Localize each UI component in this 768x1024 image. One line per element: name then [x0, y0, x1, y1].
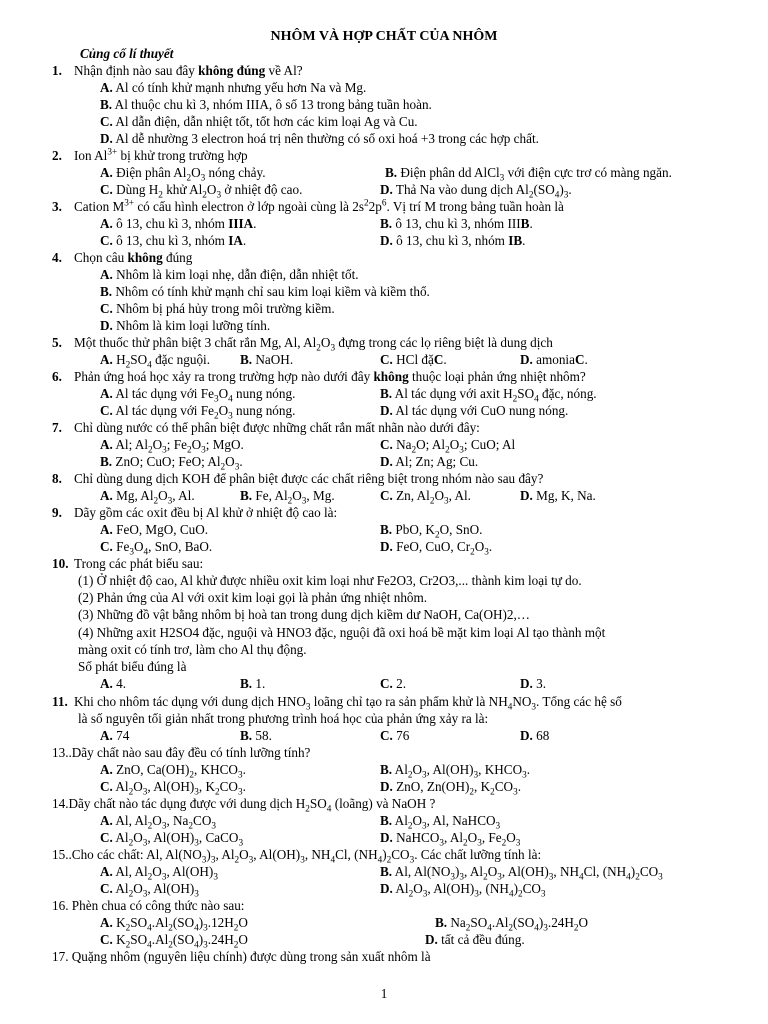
- q1-option-a: A. Al có tính khử mạnh nhưng yếu hơn Na và Mg.: [100, 80, 367, 95]
- question-14: 14.Dãy chất nào tác dụng được với dung dịch $H_2SO_4$ (loãng) và NaOH ?: [52, 796, 436, 814]
- q9-option-d: D. FeO, CuO, $Cr_2O_3$.: [380, 539, 493, 557]
- q13-option-d: D. ZnO, $Zn(OH)_2$, $K_2CO_3$.: [380, 779, 521, 797]
- question-17: 17. Quặng nhôm (nguyên liệu chính) được dùng trong sản xuất nhôm là: [52, 949, 431, 964]
- q4-option-a: A. Nhôm là kim loại nhẹ, dẫn điện, dẫn nhiệt tốt.: [100, 267, 359, 282]
- q9-option-b: B. PbO, $K_2O$, SnO.: [380, 522, 483, 540]
- q8-option-c: C. Zn, $Al_2O_3$, Al.: [380, 488, 471, 506]
- q4-option-d: D. Nhôm là kim loại lưỡng tính.: [100, 318, 271, 333]
- section-subtitle: Củng cố lí thuyết: [80, 46, 174, 61]
- q5-option-a: A. $H_2SO_4$ đặc nguội.: [100, 352, 210, 370]
- question-13: 13..Dãy chất nào sau đây đều có tính lưỡng tính?: [52, 745, 311, 760]
- q13-option-b: B. $Al_2O_3$, $Al(OH)_3$, $KHCO_3$.: [380, 762, 531, 780]
- q2-option-b: B. Điện phân dd AlCl$_3$ với điện cực trơ có màng ngăn.: [385, 165, 672, 183]
- q2-option-d: D. Thả Na vào dung dịch $Al_2(SO_4)_3$.: [380, 182, 572, 200]
- question-16: 16. Phèn chua có công thức nào sau:: [52, 898, 245, 913]
- q1-option-b: B. Al thuộc chu kì 3, nhóm IIIA, ô số 13 trong bảng tuần hoàn.: [100, 97, 432, 112]
- q1-option-c: C. Al dẫn điện, dẫn nhiệt tốt, tốt hơn các kim loại Ag và Cu.: [100, 114, 418, 129]
- q10-statement-3: (3) Những đồ vật bằng nhôm bị hoà tan trong dung dịch kiềm dư NaOH, Ca(OH)2,…: [78, 607, 530, 622]
- question-7: 7. Chỉ dùng nước có thể phân biệt được những chất rắn mất nhãn nào dưới đây:: [52, 420, 480, 435]
- q16-option-b: B. $Na_2SO_4.Al_2(SO_4)_3.24H_2O$: [435, 915, 589, 933]
- question-3: 3. Cation $M^{3+}$ có cấu hình electron ở lớp ngoài cùng là $2s^22p^6$. Vị trí M trong bảng tuần hoàn là: [52, 197, 564, 214]
- q16-option-c: C. $K_2SO_4.Al_2(SO_4)_3.24H_2O$: [100, 932, 248, 950]
- q9-option-a: A. FeO, MgO, CuO.: [100, 522, 209, 537]
- q8-option-a: A. Mg, $Al_2O_3$, Al.: [100, 488, 195, 506]
- q10-statement-4: (4) Những axit H2SO4 đặc, nguội và HNO3 đặc, nguội đã oxi hoá bề mặt kim loại Al tạo thành một: [78, 625, 606, 640]
- q11-option-b: B. 58.: [240, 728, 272, 743]
- q10-option-b: B. 1.: [240, 676, 266, 691]
- q14-option-c: C. $Al_2O_3$, $Al(OH)_3$, CaCO$_3$: [100, 830, 244, 848]
- q4-option-b: B. Nhôm có tính khử mạnh chỉ sau kim loại kiềm và kiềm thổ.: [100, 284, 430, 299]
- q15-option-c: C. $Al_2O_3$, $Al(OH)_3$: [100, 881, 199, 899]
- q15-option-b: B. Al, $Al(NO_3)_3$, $Al_2O_3$, $Al(OH)_3$, $NH_4Cl$, $(NH_4)_2CO_3$: [380, 864, 663, 882]
- question-15: 15..Cho các chất: Al, $Al(NO_3)_3$, $Al_2O_3$, $Al(OH)_3$, $NH_4Cl$, $(NH_4)_2CO_3$. Các chất lưỡng tính là:: [52, 847, 542, 865]
- q2-option-c: C. Dùng $H_2$ khử $Al_2O_3$ ở nhiệt độ cao.: [100, 182, 303, 200]
- question-5: 5. Một thuốc thử phân biệt 3 chất rắn Mg, Al, $Al_2O_3$ đựng trong các lọ riêng biệt là dung dịch: [52, 335, 553, 353]
- q4-option-c: C. Nhôm bị phá hủy trong môi trường kiềm.: [100, 301, 335, 316]
- q6-option-d: D. Al tác dụng với CuO nung nóng.: [380, 403, 569, 418]
- q11-option-c: C. 76: [380, 728, 410, 743]
- question-6: 6. Phản ứng hoá học xảy ra trong trường hợp nào dưới đây không thuộc loại phản ứng nhiệt nhôm?: [52, 369, 586, 384]
- q10-statement-4-cont: màng oxit có tính trơ, làm cho Al thụ động.: [78, 642, 307, 657]
- question-4: 4. Chọn câu không đúng: [52, 250, 193, 265]
- q7-option-a: A. Al; $Al_2O_3$; $Fe_2O_3$; MgO.: [100, 437, 244, 455]
- q7-option-d: D. Al; Zn; Ag; Cu.: [380, 454, 479, 469]
- q14-option-d: D. NaHCO$_3$, $Al_2O_3$, $Fe_2O_3$: [380, 830, 521, 848]
- q6-option-a: A. Al tác dụng với $Fe_3O_4$ nung nóng.: [100, 386, 296, 404]
- question-10: 10. Trong các phát biểu sau:: [52, 556, 204, 571]
- q8-option-b: B. Fe, $Al_2O_3$, Mg.: [240, 488, 335, 506]
- q16-option-a: A. $K_2SO_4.Al_2(SO_4)_3.12H_2O$: [100, 915, 248, 933]
- q10-option-a: A. 4.: [100, 676, 127, 691]
- q2-option-a: A. Điện phân $Al_2O_3$ nóng chảy.: [100, 165, 266, 183]
- q7-option-c: C. $Na_2O$; $Al_2O_3$; CuO; Al: [380, 437, 516, 455]
- q15-option-a: A. Al, $Al_2O_3$, $Al(OH)_3$: [100, 864, 218, 882]
- question-11: 11. Khi cho nhôm tác dụng với dung dịch $HNO_3$ loãng chỉ tạo ra sản phẩm khử là $NH_4NO_3$. Tổng các hệ số: [52, 694, 622, 712]
- q3-option-c: C. ô 13, chu kì 3, nhóm IA.: [100, 233, 247, 248]
- q16-option-d: D. tất cả đều đúng.: [425, 932, 525, 947]
- question-9: 9. Dãy gồm các oxit đều bị Al khử ở nhiệt độ cao là:: [52, 505, 338, 520]
- q10-prompt: Số phát biểu đúng là: [78, 659, 187, 674]
- q11-option-d: D. 68: [520, 728, 550, 743]
- q15-option-d: D. $Al_2O_3$, $Al(OH)_3$, $(NH_4)_2CO_3$: [380, 881, 546, 899]
- q13-option-c: C. $Al_2O_3$, $Al(OH)_3$, $K_2CO_3$.: [100, 779, 246, 797]
- q8-option-d: D. Mg, K, Na.: [520, 488, 596, 503]
- q14-option-a: A. Al, $Al_2O_3$, $Na_2CO_3$: [100, 813, 216, 831]
- q14-option-b: B. $Al_2O_3$, Al, NaHCO$_3$: [380, 813, 501, 831]
- question-11-cont: là số nguyên tối giản nhất trong phương trình hoá học của phản ứng xảy ra là:: [78, 711, 489, 726]
- question-1: 1. Nhận định nào sau đây không đúng về Al?: [52, 63, 303, 78]
- page-number: 1: [380, 986, 388, 1001]
- q10-statement-1: (1) Ở nhiệt độ cao, Al khử được nhiều oxit kim loại như Fe2O3, Cr2O3,... thành kim loại tự do.: [78, 573, 582, 588]
- q5-option-b: B. NaOH.: [240, 352, 294, 367]
- question-2: 2. Ion $Al^{3+}$ bị khử trong trường hợp: [52, 146, 248, 163]
- page-title: NHÔM VÀ HỢP CHẤT CỦA NHÔM: [270, 29, 498, 44]
- q5-option-c: C. HCl đặC.: [380, 352, 447, 367]
- q9-option-c: C. $Fe_3O_4$, SnO, BaO.: [100, 539, 213, 557]
- q3-option-b: B. ô 13, chu kì 3, nhóm IIIB.: [380, 216, 533, 231]
- q10-option-c: C. 2.: [380, 676, 407, 691]
- q3-option-a: A. ô 13, chu kì 3, nhóm IIIA.: [100, 216, 257, 231]
- q10-option-d: D. 3.: [520, 676, 547, 691]
- q3-option-d: D. ô 13, chu kì 3, nhóm IB.: [380, 233, 526, 248]
- q11-option-a: A. 74: [100, 728, 130, 743]
- q10-statement-2: (2) Phản ứng của Al với oxit kim loại gọi là phản ứng nhiệt nhôm.: [78, 590, 428, 605]
- q1-option-d: D. Al dễ nhường 3 electron hoá trị nên thường có số oxi hoá +3 trong các hợp chất.: [100, 131, 539, 146]
- q6-option-c: C. Al tác dụng với $Fe_2O_3$ nung nóng.: [100, 403, 296, 421]
- q5-option-d: D. amoniaC.: [520, 352, 588, 367]
- q13-option-a: A. ZnO, $Ca(OH)_2$, $KHCO_3$.: [100, 762, 246, 780]
- q6-option-b: B. Al tác dụng với axit $H_2SO_4$ đặc, nóng.: [380, 386, 597, 404]
- q7-option-b: B. ZnO; CuO; FeO; $Al_2O_3$.: [100, 454, 243, 472]
- question-8: 8. Chỉ dùng dung dịch KOH để phân biệt được các chất riêng biệt trong nhóm nào sau đây?: [52, 471, 544, 486]
